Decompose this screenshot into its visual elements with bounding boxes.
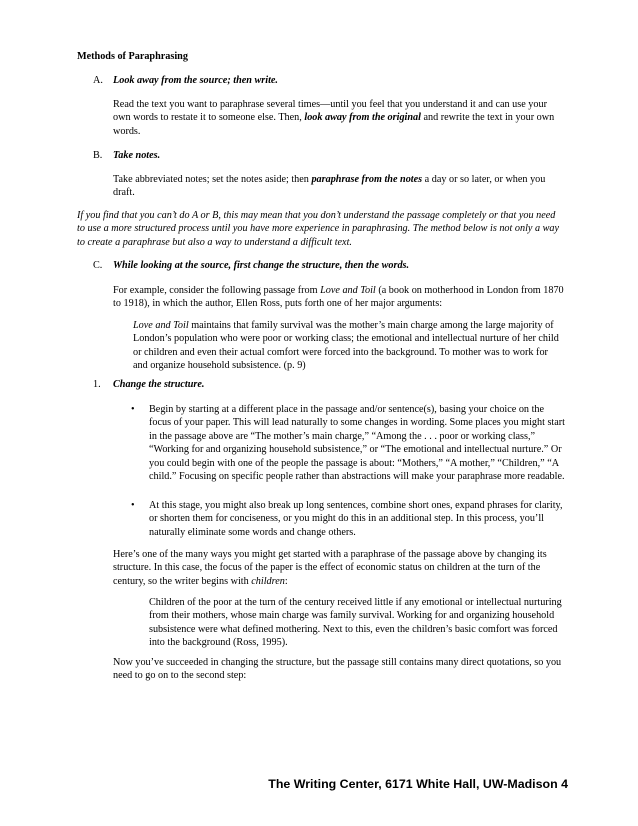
section-b-emphasis: paraphrase from the notes	[311, 174, 423, 185]
step-1-marker: 1.	[93, 379, 101, 390]
page-heading: Methods of Paraphrasing	[77, 51, 188, 62]
section-b-title: Take notes.	[113, 150, 161, 161]
example-intro-end: :	[284, 575, 288, 587]
section-c-intro-start: For example, consider the following passage from	[113, 285, 318, 296]
closing-paragraph: Now you’ve succeeded in changing the structure, but the passage still contains many direct quotations, so you need to go on to the second step:	[113, 657, 562, 682]
source-quote-title: Love and Toil	[133, 320, 189, 331]
section-c-intro-end: (a book on motherhood in London from 1870 to 1918), in which the author, Ellen Ross, puts forth one of her major arguments:	[113, 285, 564, 310]
example-intro-start: Here’s one of the many ways you might get started with a paraphrase of the passage above by changing its structure. In this case, the focus of the paper is the effect of economic status on children at the turn of the century, so the writer begins with	[113, 549, 547, 587]
example-intro	[113, 548, 565, 588]
italic-note: If you find that you can’t do A or B, this may mean that you don’t understand the passage completely or that you need to use a more structured process until you have more experience in paraphrasing. The method below is not only a way to create a paraphrase but also a way to understand a difficult text.	[77, 210, 560, 248]
bullet-1-glyph: •	[131, 404, 135, 415]
section-a-paragraph	[113, 98, 565, 138]
section-c-intro	[113, 284, 565, 311]
source-quote-text: maintains that family survival was the mother’s main charge among the large majority of London’s population who were poor or working class; the emotional and intellectual nurture of her child or children and even their actual comfort were forced into the background. To mother was to work for and organize household subsistence. (p. 9)	[133, 320, 559, 372]
section-b-paragraph	[113, 173, 565, 200]
page-footer: The Writing Center, 6171 White Hall, UW-Madison 4	[268, 777, 568, 791]
section-a-title: Look away from the source; then write.	[113, 75, 278, 86]
step-1-title: Change the structure.	[113, 379, 205, 390]
section-a-text-start: Read the text you want to paraphrase several times—until you feel that you understand it and can use your own words to restate it to someone else. Then,	[113, 99, 547, 124]
section-b-marker: B.	[93, 150, 103, 161]
section-b-text-start: Take abbreviated notes; set the notes aside; then	[113, 174, 309, 185]
section-c-marker: C.	[93, 260, 103, 271]
example-intro-emphasis: children	[251, 575, 285, 587]
section-a-marker: A.	[93, 75, 103, 86]
paraphrase-quote: Children of the poor at the turn of the century received little if any emotional or intellectual nurturing from their mothers, whose main charge was family survival. Working for and organizing household subsistence were what defined mothering. Next to this, even the children’s basic comfort was forced into the background (Ross, 1995).	[149, 597, 562, 649]
section-a-text-end: and rewrite the text in your own words.	[113, 112, 555, 137]
section-c-book-title: Love and Toil	[320, 285, 376, 296]
bullet-1-text: Begin by starting at a different place in the passage and/or sentence(s), basing your choice on the focus of your paper. This will lead naturally to some changes in wording. Some places you might start in the passage above are “The mother’s main charge,” “Among the . . . poor or working class,” “Working for and organizing household subsistence,” or “The emotional and intellectual nurture.” Or you could begin with one of the people the passage is about: “Mothers,” “A mother,” “Children,” “A child.” Focusing on specific people rather than abstractions will make your paraphrase more readable.	[149, 404, 566, 483]
bullet-2-text: At this stage, you might also break up long sentences, combine short ones, expand phrases for clarity, or shorten them for conciseness, or you might do this in an additional step. In this process, you’ll naturally eliminate some words and change others.	[149, 500, 563, 538]
section-a-emphasis: look away from the original	[304, 112, 421, 124]
source-quote	[133, 319, 565, 373]
bullet-2-glyph: •	[131, 500, 135, 511]
section-b-text-end: a day or so later, or when you draft.	[113, 174, 546, 199]
section-c-title: While looking at the source, first change the structure, then the words.	[113, 260, 410, 271]
